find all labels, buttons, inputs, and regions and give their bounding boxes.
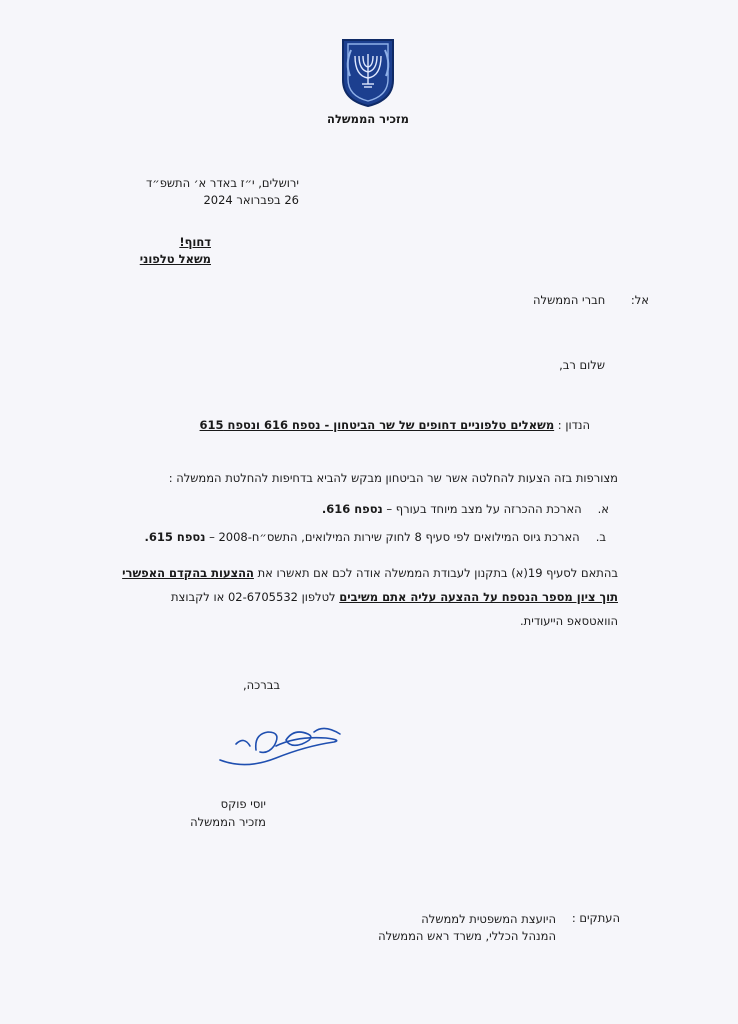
office-title: מזכיר הממשלה: [327, 112, 409, 126]
list-marker: ב.: [595, 530, 606, 544]
signer-block: [190, 795, 266, 831]
intro-text: מצורפות בזה הצעות להחלטה אשר שר הביטחון מבקש להביא בדחיפות להחלטת הממשלה :: [168, 471, 618, 485]
poll-type-label: משאל טלפוני: [139, 252, 211, 266]
subject-line: [200, 418, 590, 432]
request-paragraph: [118, 561, 618, 633]
urgent-label: דחוף!: [179, 235, 211, 249]
state-emblem-icon: [339, 36, 397, 108]
copies-list: [378, 911, 556, 945]
subject-text: משאלים טלפוניים דחופים של שר הביטחון - נספח 616 ונספח 615: [199, 418, 555, 432]
handwritten-signature: [216, 720, 348, 772]
copies-label: העתקים :: [571, 911, 620, 925]
paragraph-text: לטלפון 02-6705532 או לקבוצת הוואטסאפ הייעודית.: [170, 590, 618, 628]
subject-label: הנדון :: [557, 418, 590, 432]
greeting: שלום רב,: [559, 358, 605, 372]
paragraph-text: בהתאם לסעיף 19(א) בתקנון לעבודת הממשלה אודה לכם אם תאשרו את: [253, 566, 618, 580]
annex-tag: נספח 616.: [321, 502, 383, 516]
list-marker: א.: [597, 502, 609, 516]
signer-title: מזכיר הממשלה: [190, 815, 266, 829]
paragraph-highlight: ההצעות בהקדם האפשרי תוך ציון מספר הנספח על ההצעה עליה אתם משיבים: [122, 566, 618, 604]
copy-recipient: היועצת המשפטית לממשלה: [421, 912, 556, 926]
urgency-block: [140, 234, 211, 268]
copy-recipient: המנהל הכללי, משרד ראש הממשלה: [378, 929, 556, 943]
list-item-text: הארכת גיוס המילואים לפי סעיף 8 לחוק שירות המילואים, התשס״ח-2008 –: [205, 530, 580, 544]
list-item: [145, 530, 606, 544]
annex-tag: נספח 615.: [144, 530, 206, 544]
list-item-text: הארכת ההכרזה על מצב מיוחד בעורף –: [382, 502, 582, 516]
closing: בברכה,: [242, 678, 280, 692]
to-label: אל:: [630, 293, 649, 307]
recipient-line: [533, 293, 649, 307]
gregorian-date: 26 בפברואר 2024: [203, 193, 299, 207]
list-item: [322, 502, 609, 516]
recipient: חברי הממשלה: [533, 293, 606, 307]
signer-name: יוסי פוקס: [220, 797, 266, 811]
hebrew-date: ירושלים, י״ז באדר א׳ התשפ״ד: [146, 176, 299, 190]
date-block: [146, 175, 299, 209]
